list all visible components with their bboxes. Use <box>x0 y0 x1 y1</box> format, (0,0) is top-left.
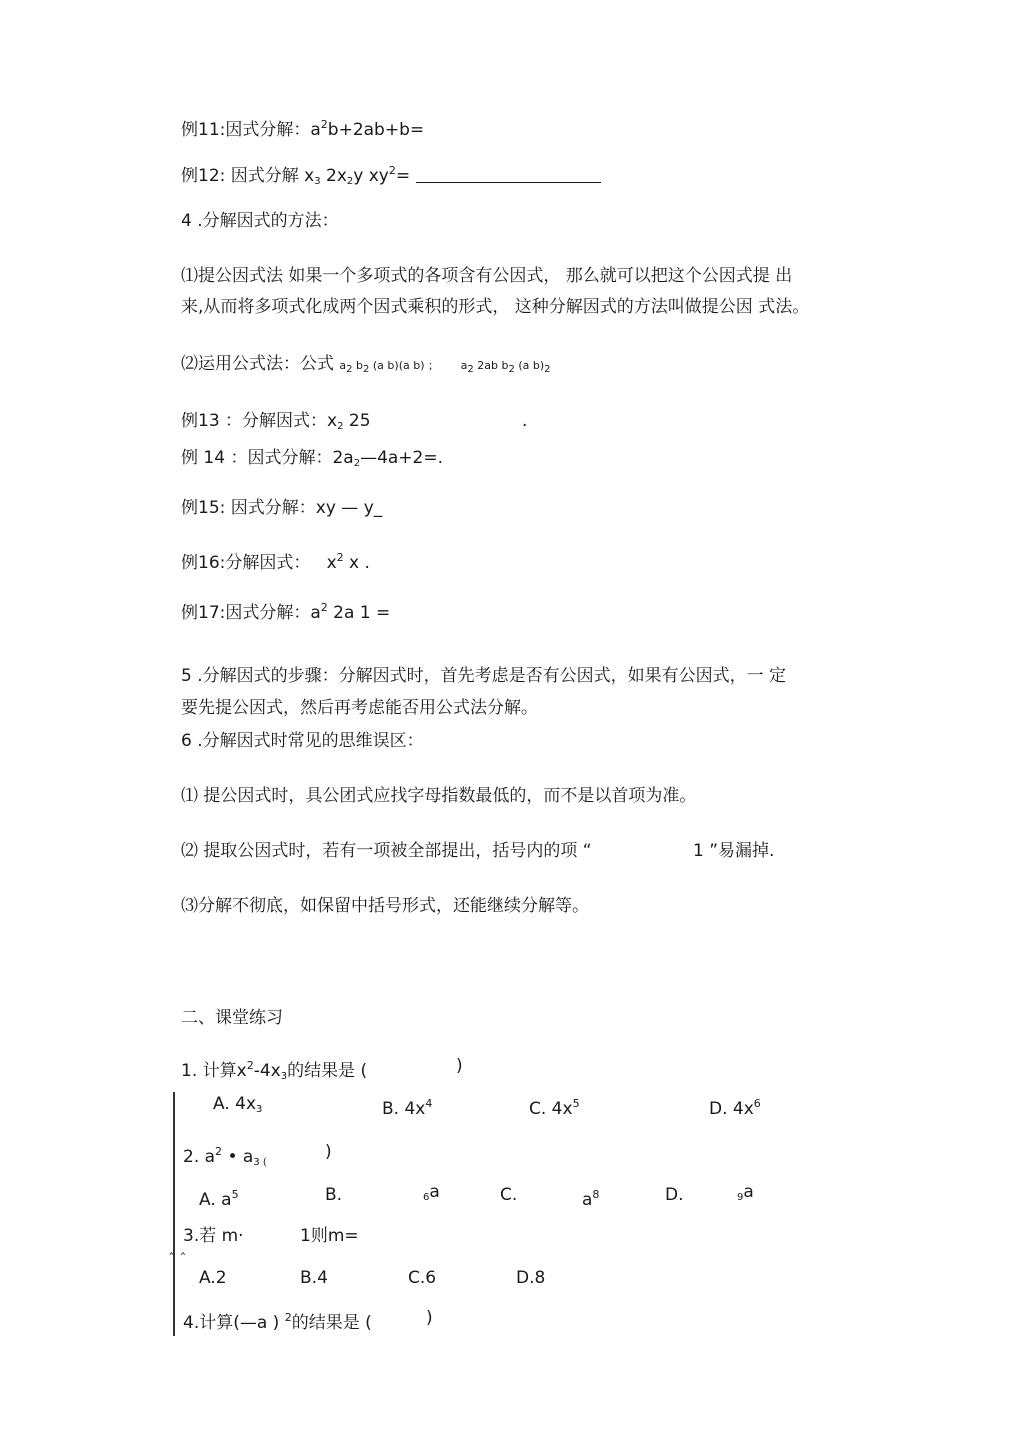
q2-option-b[interactable]: B. <box>325 1185 343 1205</box>
q1-option-b[interactable]: B. $4x^4$ <box>382 1097 433 1119</box>
example-17: 例17:因式分解：$a^2$ 2a 1 = <box>181 601 391 623</box>
example-12-label: 例12: 因式分解 <box>181 166 305 186</box>
margin-mark: ˆ ˆ <box>168 1252 187 1268</box>
question-4: 4.计算(—a ) $^2$的结果是 ( <box>183 1311 372 1333</box>
q2-option-c-value: $a^8$ <box>582 1188 600 1210</box>
method-2: ⑵运用公式法：公式 a2 b2 (a b)(a b) ； a2 2ab b2 (a b)2 <box>181 354 551 375</box>
q2-option-b-value: $_6$a <box>423 1182 440 1203</box>
pitfall-3: ⑶分解不彻底，如保留中括号形式，还能继续分解等。 <box>181 896 589 916</box>
example-13: 例13 ：分解因式：$x_2$ 25 <box>181 411 371 432</box>
example-11: 例11:因式分解：$a^2b+2ab+b=$ <box>181 118 425 140</box>
example-12: 例12: 因式分解 $x_3$ $2x_2y$ $xy^2=$ <box>181 160 601 193</box>
q3-option-b[interactable]: B.4 <box>300 1268 328 1288</box>
q1-option-a[interactable]: A. $4x_3$ <box>213 1094 263 1115</box>
method-1-line2: 来,从而将多项式化成两个因式乘积的形式， 这种分解因式的方法叫做提公因 式法。 <box>181 297 810 317</box>
example-11-expr: b+2ab+b= <box>327 120 425 140</box>
section-5-line2: 要先提公因式，然后再考虑能否用公式法分解。 <box>181 698 538 718</box>
q1-option-c[interactable]: C. $4x^5$ <box>529 1097 580 1119</box>
pitfall-2-tail: 1 ”易漏掉. <box>693 841 775 861</box>
question-4-close: ) <box>426 1308 433 1328</box>
pitfall-2: ⑵ 提取公因式时，若有一项被全部提出，括号内的项 “ <box>181 841 592 861</box>
practice-title: 二、课堂练习 <box>181 1008 283 1028</box>
section-5-line1: 5 .分解因式的步骤：分解因式时，首先考虑是否有公因式，如果有公因式，一 定 <box>181 666 787 686</box>
section-4-title: 4 .分解因式的方法： <box>181 211 339 231</box>
section-6-title: 6 .分解因式时常见的思维误区： <box>181 731 424 751</box>
formula-2: a2 2ab b2 (a b)2 <box>460 359 551 375</box>
q2-option-d-value: $_9$a <box>737 1182 754 1203</box>
q2-option-d[interactable]: D. <box>665 1185 684 1205</box>
question-3: 3.若 m· <box>183 1226 244 1246</box>
example-11-label: 例11:因式分解： <box>181 120 311 140</box>
example-14: 例 14 ：因式分解：$2a_2—4a+2=$. <box>181 448 444 469</box>
question-3-tail: 1则m= <box>300 1226 359 1246</box>
example-15: 例15: 因式分解：xy — y_ <box>181 498 383 518</box>
question-2-close: ) <box>325 1142 332 1162</box>
formula-1: a2 b2 (a b)(a b) ； <box>339 359 439 375</box>
margin-bar <box>173 1092 175 1336</box>
q3-option-c[interactable]: C.6 <box>408 1268 437 1288</box>
q2-option-a[interactable]: A. $a^5$ <box>199 1188 239 1210</box>
q2-option-c[interactable]: C. <box>500 1185 518 1205</box>
question-2: 2. $a^2$ • $a_{3 (}$ <box>183 1145 267 1168</box>
question-1: 1. 计算$x^2-4x_3$的结果是 ( <box>181 1059 368 1082</box>
question-1-close: ) <box>456 1056 463 1076</box>
q3-option-d[interactable]: D.8 <box>516 1268 546 1288</box>
example-16: 例16:分解因式： $x^2$ x . <box>181 551 370 573</box>
q1-option-d[interactable]: D. $4x^6$ <box>709 1097 761 1119</box>
answer-blank[interactable] <box>416 168 601 183</box>
example-13-dot: . <box>522 411 528 431</box>
pitfall-1: ⑴ 提公因式时，具公团式应找字母指数最低的，而不是以首项为准。 <box>181 786 697 806</box>
q3-option-a[interactable]: A.2 <box>199 1268 227 1288</box>
method-1-line1: ⑴提公因式法 如果一个多项式的各项含有公因式， 那么就可以把这个公因式提 出 <box>181 266 793 286</box>
